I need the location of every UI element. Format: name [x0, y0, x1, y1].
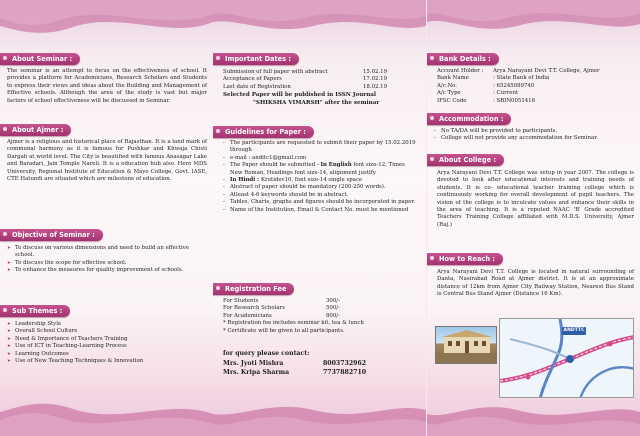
journal-note-line-1: Selected Paper will be published in ISSN Journal — [223, 92, 377, 98]
guidelines-list — [222, 140, 418, 214]
important-dates-table — [223, 69, 419, 91]
bank-row: IFSC Code : SBIN0051416 — [437, 97, 536, 104]
bank-row: Bank Name : State Bank of India — [437, 75, 550, 82]
about-ajmer-heading: About Ajmer : — [0, 124, 71, 136]
middle-panel — [213, 0, 426, 436]
guidelines-heading: Guidelines for Paper : — [213, 126, 314, 138]
date-row: Acceptance of Papers 17.02.19 — [223, 76, 388, 83]
right-panel — [427, 0, 640, 436]
how-to-reach-heading: How to Reach : — [427, 253, 503, 265]
list-item: ➤ Leadership Style — [7, 321, 205, 328]
list-item: ➤ To discuss on various dimensions and need to build an effective school. — [7, 245, 205, 260]
bank-details-table — [437, 68, 637, 105]
list-item: - No TA/DA will be provided to participants. — [433, 128, 633, 135]
guidelines-email: - e-mail : anditc1@gmail.com — [222, 155, 418, 162]
objective-list — [7, 245, 205, 275]
college-photo — [435, 326, 497, 364]
accommodation-list — [433, 128, 633, 143]
sub-themes-heading: Sub Themes : — [0, 305, 70, 317]
phone-number[interactable]: 7737882710 — [323, 368, 367, 376]
contact-row: Mrs. Jyoti Mishra 8003732962 — [223, 360, 367, 367]
sub-themes-list — [7, 321, 205, 365]
phone-number[interactable]: 8003732962 — [323, 360, 367, 367]
objective-heading: Objective of Seminar : — [0, 229, 103, 241]
list-item: ➤ Use of ICT in Teaching-Learning Process — [7, 343, 205, 350]
fee-row: For Academicians 800/- — [223, 312, 340, 319]
list-item: - Name of the Institution, Email & Contact No. must be mentioned — [222, 207, 418, 214]
list-item: ➤ To discuss the scope for effective school. — [7, 260, 205, 267]
journal-note-line-2: "SHIKSHA VIMARSH" after the seminar — [253, 100, 380, 106]
list-item: ➤ Need & Importance of Teachers Training — [7, 336, 205, 343]
list-item: - The participants are requested to submit their paper by 15.02.2019 through — [222, 140, 418, 155]
list-item: ➤ To enhance the measures for quality improvement of schools. — [7, 267, 205, 274]
list-item: - Tables, Charts, graphs and figures should be incorporated in paper. — [222, 199, 418, 206]
bank-row: A/c No. : 65245089740 — [437, 82, 535, 89]
fee-row: For Research Scholars 500/- — [223, 305, 340, 312]
date-row: Submission of full paper with abstract 15.02.19 — [223, 69, 388, 75]
registration-note: * Registration fee includes seminar kit, tea & lunch — [223, 320, 364, 327]
registration-table — [223, 298, 383, 335]
left-panel — [0, 0, 213, 436]
contact-heading: for query please contact: — [223, 350, 310, 357]
list-item: - The Paper should be submitted - In English font size-12, Times New Roman, Headings font size-14, alignment justify. — [222, 162, 418, 177]
list-item: - College will not provide any accommodation for Seminar. — [433, 135, 633, 142]
accommodation-heading: Accommodation : — [427, 113, 511, 125]
about-college-heading: About College : — [427, 154, 504, 166]
certificate-note: * Certificate will be given to all participants. — [223, 327, 345, 334]
about-seminar-text: The seminar is an attempt to focus on the effectiveness of school. It provides a platform for Academicians, Research Scholars and Students to express their views and ideas about the Building and Management of Effective schools. Although the area of the study is vast but major factors of school effectiveness will be discussed in Seminar. — [7, 68, 207, 104]
map-college-label: ANDTTC — [563, 328, 585, 333]
contact-list — [223, 360, 413, 377]
bank-row: A/c Type : Current — [437, 90, 519, 97]
guidelines-hindi: - In Hindi : Krutidev10, font size-14 single space — [222, 177, 418, 184]
fee-row: For Students 300/- — [223, 298, 340, 304]
list-item: ➤ Learning Outcomes — [7, 351, 205, 358]
how-to-reach-text: Arya Narayani Devi T.T. College is located in natural surrounding of Danta, Nasirabad Road at Ajmer district. It is at an approximate distance of 12km from Ajmer City Railway Station, Nearest Bus Stand is Central Bus Stand Ajmer (Distance 16 Km). — [437, 269, 634, 298]
building-icon — [436, 327, 497, 364]
list-item: ➤ Overall School Culture — [7, 328, 205, 335]
bank-row: Account Holder : Arya Narayani Devi T.T. College, Ajmer — [437, 68, 600, 74]
route-map — [499, 318, 634, 398]
about-college-text: Arya Narayani Devi T.T. College was setup in year 2007. The college is devoted to look after educational interests and training needs of students. It is co- educational teacher training college which is continuously working for overall development of pupil teachers. The vision of the college is to inculcate values and enhance their skills in the area of teaching. It is a reputed NAAC 'B' Grade accredited Teachers Training College affiliated with M.D.S. University, Ajmer (Raj.) — [437, 170, 634, 228]
date-row: Last date of Registration 18.02.19 — [223, 83, 388, 90]
contact-row: Mrs. Kripa Sharma 7737882710 — [223, 368, 367, 376]
registration-heading: Registration Fee — [213, 283, 294, 295]
important-dates-heading: Important Dates : — [213, 53, 299, 65]
about-seminar-heading: About Seminar : — [0, 53, 80, 65]
bank-details-heading: Bank Details : — [427, 53, 499, 65]
list-item: ➤ Use of New Teaching Techniques & Innovation — [7, 358, 205, 365]
list-item: - Abstract of paper should be mandatory (200-250 words). — [222, 184, 418, 191]
list-item: - Atleast 4-6 keywords should be in abstract. — [222, 192, 418, 199]
about-ajmer-text: Ajmer is a religious and historical place of Rajasthan. It is a land mark of communal harmony as it is famous for Pushkar and Khwaja Chisti Dargah at world level. The City is beautified with famous Anasagar Lake and Baradari, Jain Temple Nareli. It is a education hub also. Here MDS University, Regional Institute of Education & Mayo College, Govt. IASE, CTE Hatundi are situated which are milestone of education. — [7, 139, 207, 183]
